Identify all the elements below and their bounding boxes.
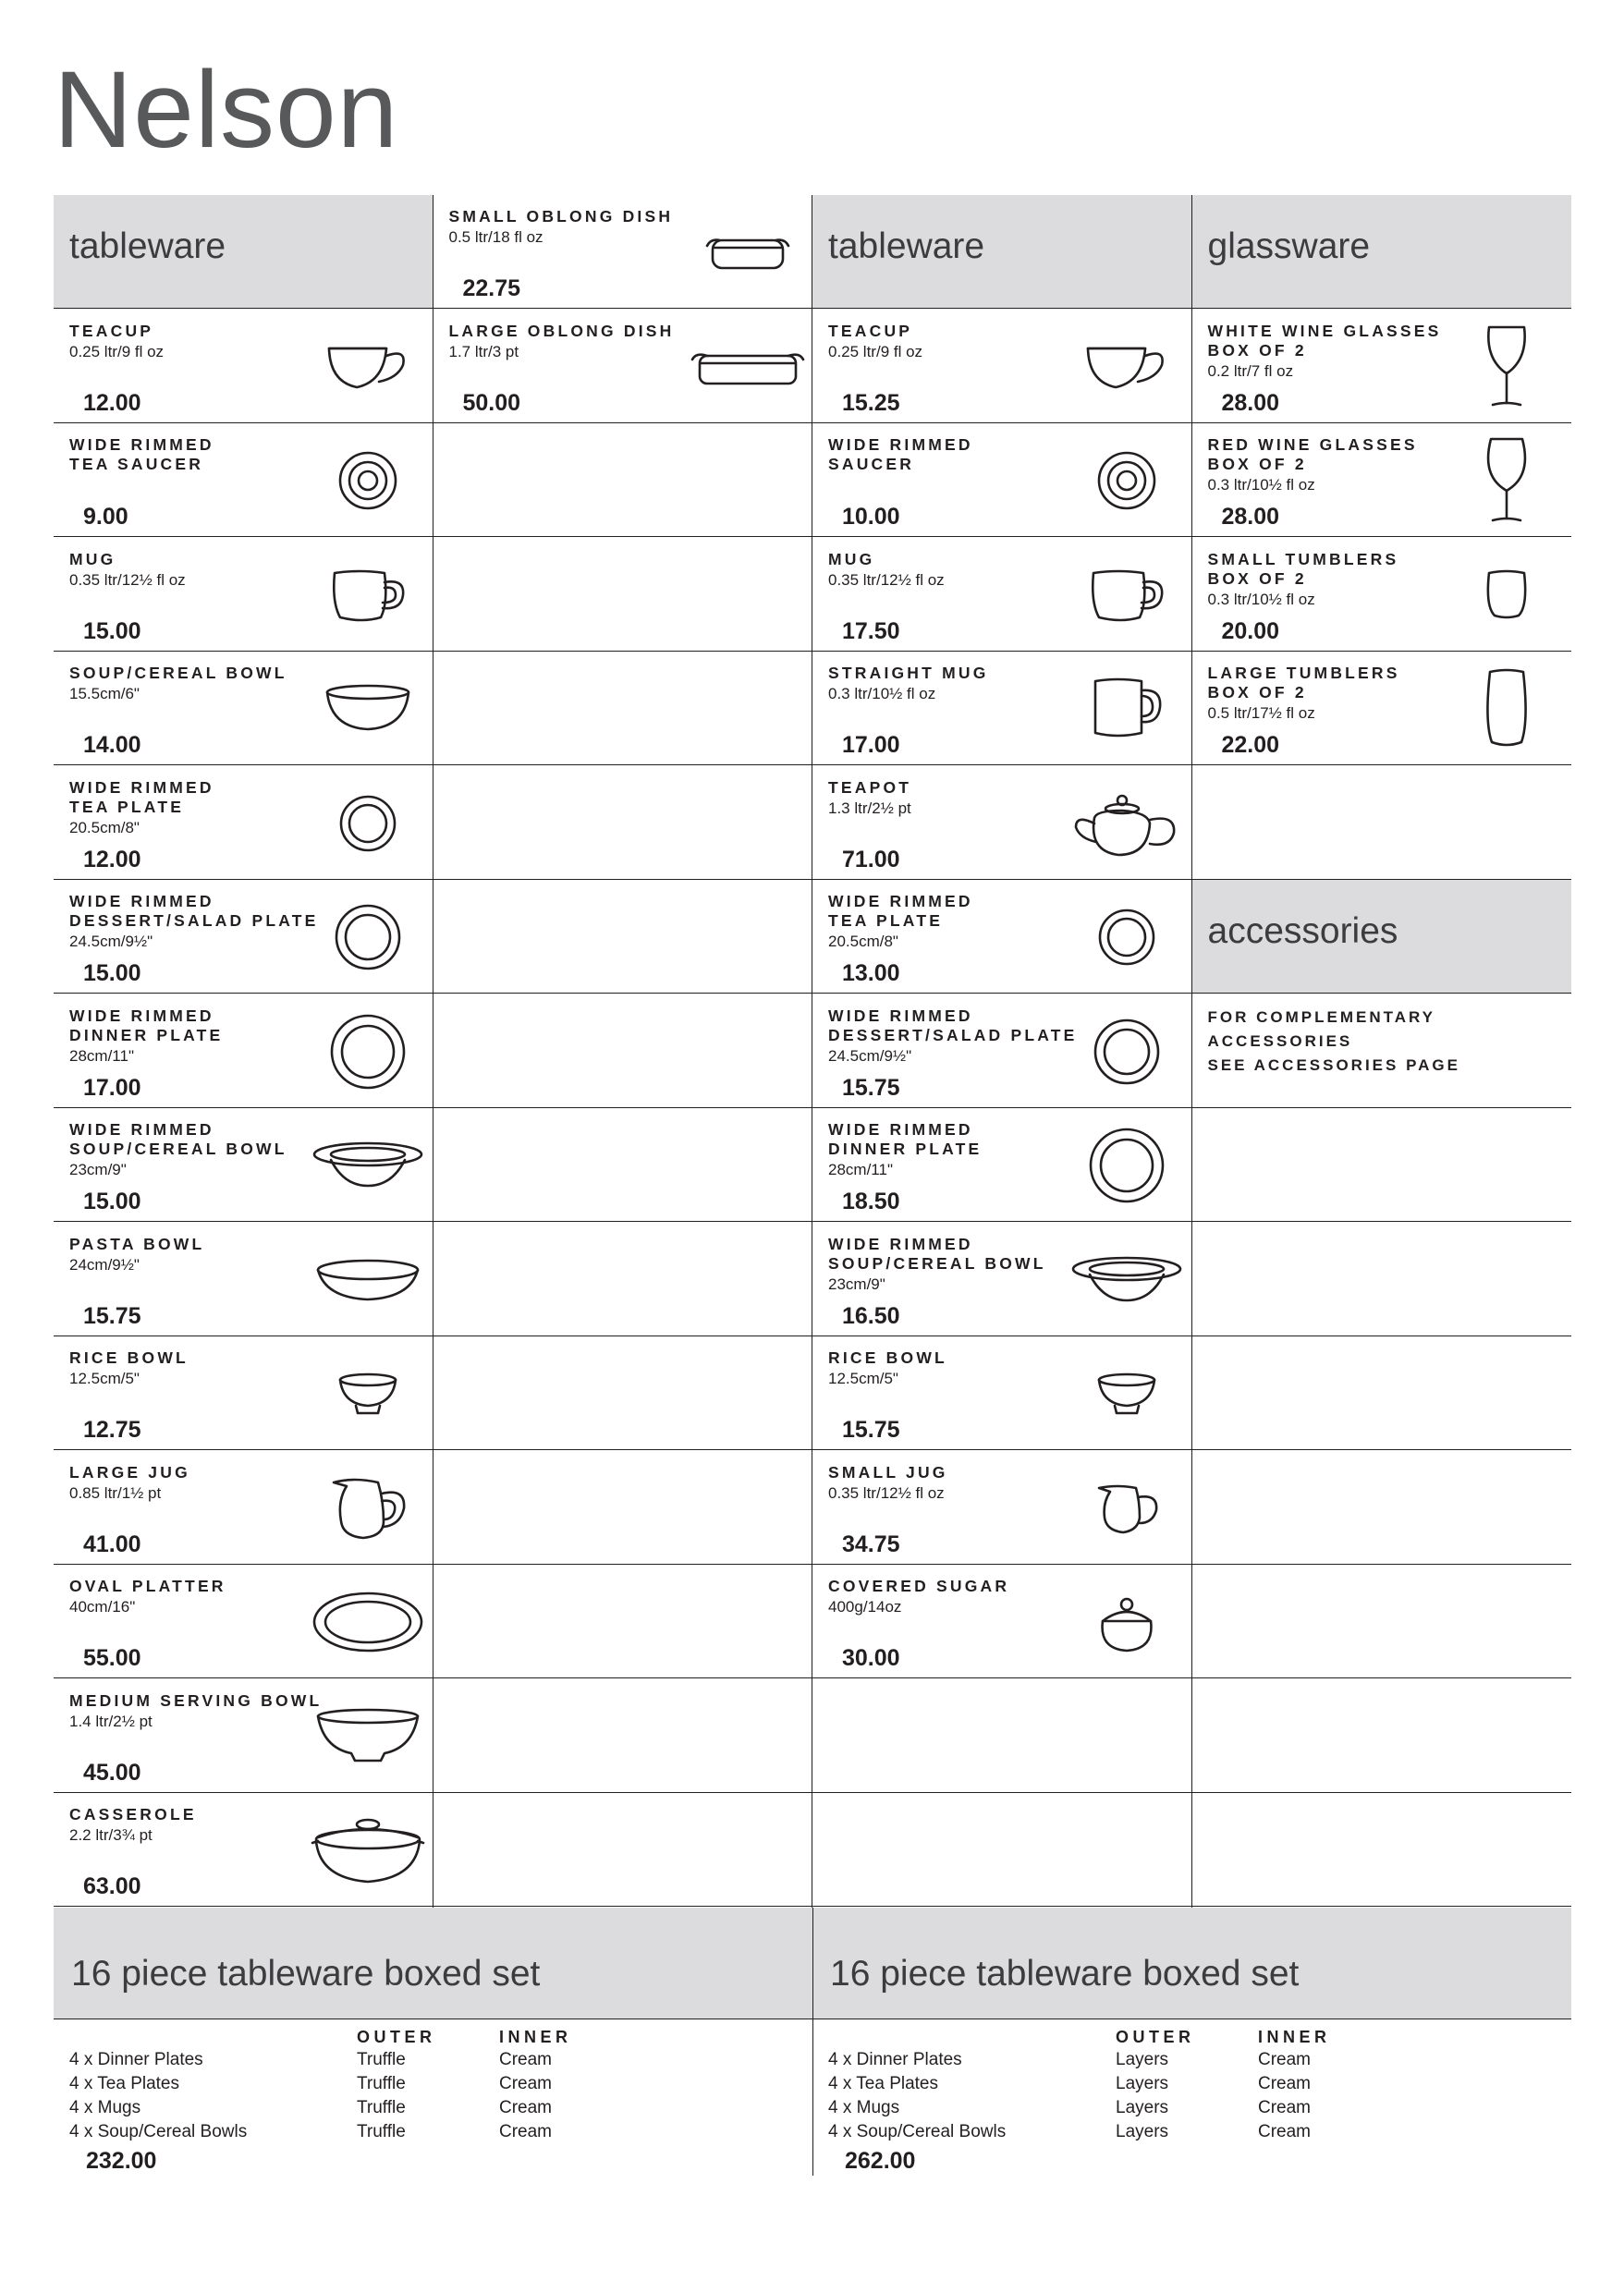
inner-column-header: INNER — [1258, 2028, 1331, 2046]
product-name: WIDE RIMMED TEA PLATE — [69, 777, 214, 816]
empty-cell — [433, 1223, 812, 1336]
small-oblong-dish-icon — [705, 231, 790, 274]
product-price: 16.50 — [842, 1302, 900, 1329]
section-header — [54, 195, 433, 309]
product-name: WIDE RIMMED SOUP/CEREAL BOWL — [69, 1120, 287, 1158]
column-divider — [1191, 195, 1192, 1908]
product-name: MEDIUM SERVING BOWL — [69, 1690, 323, 1710]
set-row-inner: Cream — [1258, 2074, 1312, 2093]
product-price: 63.00 — [83, 1873, 141, 1899]
product-price: 15.75 — [842, 1417, 900, 1443]
plate-medium-icon — [1092, 1017, 1162, 1087]
product-cell — [812, 310, 1191, 423]
product-cell — [812, 766, 1191, 880]
product-cell — [54, 538, 433, 652]
empty-cell — [433, 1336, 812, 1450]
set-row-inner: Cream — [1258, 2050, 1312, 2069]
page-title: Nelson — [54, 49, 399, 171]
set-row-outer: Truffle — [357, 2050, 406, 2069]
product-size: 0.25 ltr/9 fl oz — [828, 342, 923, 360]
section-title: tableware — [69, 226, 226, 266]
empty-cell — [1192, 1223, 1571, 1336]
product-price: 41.00 — [83, 1531, 141, 1557]
product-name: WIDE RIMMED DINNER PLATE — [69, 1006, 224, 1044]
product-price: 15.00 — [83, 1189, 141, 1214]
section-title: glassware — [1207, 226, 1371, 266]
product-name: PASTA BOWL — [69, 1234, 205, 1253]
set-row-inner: Cream — [499, 2098, 553, 2117]
section-title: accessories — [1207, 911, 1398, 951]
product-name: STRAIGHT MUG — [828, 664, 989, 682]
empty-cell — [433, 880, 812, 994]
product-size: 20.5cm/8" — [69, 818, 140, 836]
set-row-item: 4 x Tea Plates — [69, 2074, 180, 2093]
section-header — [1192, 195, 1571, 309]
teacup-icon — [1084, 339, 1169, 395]
product-name: TEACUP — [828, 321, 913, 340]
set-row-outer: Truffle — [357, 2074, 406, 2093]
product-cell — [812, 652, 1191, 765]
product-price: 30.00 — [842, 1645, 900, 1671]
product-price: 15.75 — [842, 1074, 900, 1101]
product-size: 28cm/11" — [69, 1046, 134, 1065]
product-size: 23cm/9" — [69, 1161, 127, 1178]
product-cell — [54, 1679, 433, 1793]
set-row-outer: Layers — [1116, 2122, 1169, 2141]
product-cell — [54, 1451, 433, 1565]
product-cell — [1192, 310, 1571, 423]
set-row-inner: Cream — [499, 2074, 553, 2093]
plate-medium-icon — [333, 902, 403, 972]
empty-cell — [433, 766, 812, 880]
red-wine-glass-icon — [1482, 435, 1532, 526]
empty-cell — [433, 1679, 812, 1793]
small-jug-icon — [1093, 1481, 1160, 1536]
product-price: 15.00 — [83, 617, 141, 644]
boxed-set-heading — [54, 1908, 812, 2019]
empty-cell — [433, 1565, 812, 1678]
product-name: WIDE RIMMED DINNER PLATE — [828, 1120, 983, 1158]
product-price: 9.00 — [83, 504, 128, 530]
boxed-set-divider — [812, 1908, 813, 2176]
set-row-outer: Truffle — [357, 2098, 406, 2117]
product-cell — [812, 538, 1191, 652]
product-name: SMALL TUMBLERS BOX OF 2 — [1207, 549, 1399, 588]
product-cell — [54, 1565, 433, 1678]
product-size: 2.2 ltr/3¾ pt — [69, 1826, 153, 1844]
product-price: 22.00 — [1221, 732, 1280, 758]
set-row-outer: Layers — [1116, 2074, 1169, 2093]
product-size: 0.2 ltr/7 fl oz — [1207, 361, 1294, 380]
product-price: 71.00 — [842, 846, 900, 872]
product-price: 17.00 — [842, 732, 900, 758]
product-price: 17.50 — [842, 617, 900, 644]
mug-icon — [1088, 566, 1166, 625]
empty-cell — [812, 1679, 1191, 1793]
product-cell — [433, 195, 812, 309]
accessories-note-text: FOR COMPLEMENTARY ACCESSORIES SEE ACCESSORIES PAGE — [1207, 1007, 1460, 1074]
product-size: 24cm/9½" — [69, 1255, 140, 1274]
rimmed-bowl-icon — [311, 1140, 425, 1191]
set-row-item: 4 x Soup/Cereal Bowls — [69, 2122, 248, 2141]
boxed-set-price: 232.00 — [86, 2148, 157, 2174]
product-price: 28.00 — [1221, 504, 1280, 530]
product-price: 12.75 — [83, 1417, 141, 1443]
product-price: 15.75 — [83, 1302, 141, 1329]
product-name: LARGE OBLONG DISH — [448, 321, 675, 340]
rice-bowl-icon — [1094, 1371, 1159, 1417]
saucer-icon — [1095, 449, 1158, 512]
plate-small-icon — [337, 793, 398, 854]
boxed-set-heading — [812, 1908, 1571, 2019]
product-size: 0.5 ltr/18 fl oz — [448, 228, 543, 246]
rice-bowl-icon — [336, 1371, 400, 1417]
set-row-inner: Cream — [1258, 2098, 1312, 2117]
product-size: 40cm/16" — [69, 1598, 136, 1616]
set-row-item: 4 x Dinner Plates — [69, 2050, 203, 2069]
set-row-outer: Truffle — [357, 2122, 406, 2141]
product-cell — [54, 1793, 433, 1907]
product-name: CASSEROLE — [69, 1805, 197, 1823]
product-name: RICE BOWL — [69, 1348, 189, 1367]
set-row-inner: Cream — [1258, 2122, 1312, 2141]
product-cell — [54, 310, 433, 423]
product-cell — [1192, 538, 1571, 652]
product-name: WIDE RIMMED TEA SAUCER — [69, 435, 214, 473]
product-price: 18.50 — [842, 1189, 900, 1214]
product-cell — [54, 1108, 433, 1222]
boxed-set-title: 16 piece tableware boxed set — [71, 1954, 541, 1994]
casserole-icon — [307, 1813, 429, 1887]
section-title: tableware — [828, 226, 985, 266]
set-row-inner: Cream — [499, 2122, 553, 2141]
product-price: 22.75 — [462, 275, 521, 301]
product-name: WHITE WINE GLASSES BOX OF 2 — [1207, 321, 1442, 360]
product-size: 12.5cm/5" — [69, 1370, 140, 1387]
product-size: 0.3 ltr/10½ fl oz — [1207, 476, 1315, 494]
small-tumbler-icon — [1484, 567, 1530, 623]
pasta-bowl-icon — [314, 1257, 421, 1303]
outer-column-header: OUTER — [1116, 2028, 1195, 2046]
saucer-icon — [336, 449, 399, 512]
empty-cell — [1192, 1679, 1571, 1793]
teapot-icon — [1072, 787, 1181, 860]
set-row-outer: Layers — [1116, 2098, 1169, 2117]
product-cell — [54, 652, 433, 765]
product-size: 0.25 ltr/9 fl oz — [69, 342, 165, 360]
product-name: SMALL JUG — [828, 1462, 948, 1482]
product-price: 55.00 — [83, 1645, 141, 1671]
product-name: COVERED SUGAR — [828, 1577, 1010, 1595]
boxed-set-body — [54, 2020, 812, 2175]
product-size: 0.35 ltr/12½ fl oz — [69, 570, 186, 589]
plate-large-icon — [1087, 1126, 1166, 1205]
product-name: WIDE RIMMED DESSERT/SALAD PLATE — [69, 892, 319, 930]
set-row-item: 4 x Mugs — [828, 2098, 900, 2117]
product-size: 23cm/9" — [828, 1275, 885, 1293]
product-price: 14.00 — [83, 732, 141, 758]
product-cell — [812, 994, 1191, 1108]
product-size: 0.35 ltr/12½ fl oz — [828, 570, 945, 589]
empty-cell — [433, 1451, 812, 1565]
product-size: 15.5cm/6" — [69, 685, 140, 702]
product-cell — [812, 1336, 1191, 1450]
product-cell — [54, 423, 433, 537]
plate-small-icon — [1096, 907, 1157, 968]
product-price: 45.00 — [83, 1759, 141, 1786]
product-size: 20.5cm/8" — [828, 933, 898, 950]
rimmed-bowl-icon — [1069, 1254, 1184, 1306]
empty-cell — [433, 1108, 812, 1222]
product-name: MUG — [69, 549, 116, 568]
accessories-note — [1192, 994, 1571, 1108]
product-name: RICE BOWL — [828, 1348, 947, 1367]
product-cell — [1192, 423, 1571, 537]
price-grid — [54, 195, 1571, 1908]
product-name: WIDE RIMMED SAUCER — [828, 435, 973, 473]
set-row-item: 4 x Soup/Cereal Bowls — [828, 2122, 1007, 2141]
product-cell — [812, 1223, 1191, 1336]
product-name: SMALL OBLONG DISH — [448, 207, 674, 226]
product-price: 12.00 — [83, 846, 141, 872]
covered-sugar-icon — [1095, 1590, 1158, 1654]
product-price: 15.00 — [83, 960, 141, 986]
product-cell — [812, 423, 1191, 537]
empty-cell — [1192, 1336, 1571, 1450]
product-price: 12.00 — [83, 389, 141, 416]
boxed-set-body — [812, 2020, 1571, 2175]
product-size: 1.7 ltr/3 pt — [448, 342, 519, 360]
product-cell — [433, 310, 812, 423]
inner-column-header: INNER — [499, 2028, 572, 2046]
product-name: LARGE JUG — [69, 1462, 190, 1482]
product-size: 1.4 ltr/2½ pt — [69, 1712, 153, 1730]
empty-cell — [1192, 1793, 1571, 1907]
product-cell — [1192, 652, 1571, 765]
jug-icon — [326, 1473, 409, 1543]
serving-bowl-icon — [314, 1707, 421, 1766]
product-size: 0.3 ltr/10½ fl oz — [1207, 590, 1315, 608]
product-name: WIDE RIMMED SOUP/CEREAL BOWL — [828, 1234, 1046, 1273]
set-row-item: 4 x Tea Plates — [828, 2074, 939, 2093]
product-price: 17.00 — [83, 1074, 141, 1101]
product-cell — [812, 1565, 1191, 1678]
product-cell — [54, 1336, 433, 1450]
product-size: 12.5cm/5" — [828, 1370, 898, 1387]
product-cell — [54, 766, 433, 880]
platter-icon — [311, 1590, 425, 1654]
boxed-set-title: 16 piece tableware boxed set — [830, 1954, 1300, 1994]
plate-large-icon — [328, 1012, 408, 1092]
mug-icon — [329, 566, 407, 625]
teacup-icon — [325, 339, 410, 395]
boxed-set-price: 262.00 — [845, 2148, 916, 2174]
empty-cell — [1192, 1565, 1571, 1678]
product-size: 0.5 ltr/17½ fl oz — [1207, 704, 1315, 722]
product-name: TEAPOT — [828, 777, 912, 797]
product-cell — [812, 1108, 1191, 1222]
product-size: 0.85 ltr/1½ pt — [69, 1483, 162, 1502]
product-name: TEACUP — [69, 321, 154, 340]
empty-cell — [1192, 1451, 1571, 1565]
product-size: 24.5cm/9½" — [69, 933, 153, 950]
product-size: 28cm/11" — [828, 1161, 893, 1178]
product-name: MUG — [828, 549, 875, 568]
empty-cell — [433, 423, 812, 537]
product-name: RED WINE GLASSES BOX OF 2 — [1207, 435, 1418, 473]
set-row-inner: Cream — [499, 2050, 553, 2069]
large-oblong-dish-icon — [690, 345, 805, 389]
product-cell — [54, 994, 433, 1108]
straight-mug-icon — [1090, 676, 1164, 742]
product-price: 13.00 — [842, 960, 900, 986]
section-header — [1192, 880, 1571, 994]
product-name: SOUP/CEREAL BOWL — [69, 664, 287, 682]
set-row-outer: Layers — [1116, 2050, 1169, 2069]
large-tumbler-icon — [1483, 666, 1531, 751]
product-price: 34.75 — [842, 1531, 900, 1557]
product-cell — [54, 1223, 433, 1336]
set-row-item: 4 x Mugs — [69, 2098, 141, 2117]
product-cell — [54, 880, 433, 994]
product-price: 10.00 — [842, 504, 900, 530]
empty-cell — [433, 538, 812, 652]
product-price: 20.00 — [1221, 617, 1280, 644]
bowl-icon — [324, 683, 412, 735]
product-size: 0.35 ltr/12½ fl oz — [828, 1483, 945, 1502]
product-price: 15.25 — [842, 389, 900, 416]
set-row-item: 4 x Dinner Plates — [828, 2050, 962, 2069]
empty-cell — [433, 994, 812, 1108]
product-cell — [812, 880, 1191, 994]
product-name: WIDE RIMMED TEA PLATE — [828, 892, 973, 930]
product-size: 0.3 ltr/10½ fl oz — [828, 685, 936, 702]
white-wine-glass-icon — [1482, 323, 1532, 410]
product-name: LARGE TUMBLERS BOX OF 2 — [1207, 664, 1400, 701]
empty-cell — [433, 652, 812, 765]
product-size: 24.5cm/9½" — [828, 1046, 912, 1065]
empty-cell — [1192, 766, 1571, 880]
product-name: WIDE RIMMED DESSERT/SALAD PLATE — [828, 1006, 1078, 1044]
product-cell — [812, 1451, 1191, 1565]
product-price: 50.00 — [462, 389, 521, 416]
outer-column-header: OUTER — [357, 2028, 436, 2046]
product-size: 400g/14oz — [828, 1598, 902, 1616]
empty-cell — [812, 1793, 1191, 1907]
empty-cell — [1192, 1108, 1571, 1222]
product-price: 28.00 — [1221, 389, 1280, 416]
empty-cell — [433, 1793, 812, 1907]
section-header — [812, 195, 1191, 309]
product-size: 1.3 ltr/2½ pt — [828, 799, 911, 817]
product-name: OVAL PLATTER — [69, 1577, 226, 1595]
